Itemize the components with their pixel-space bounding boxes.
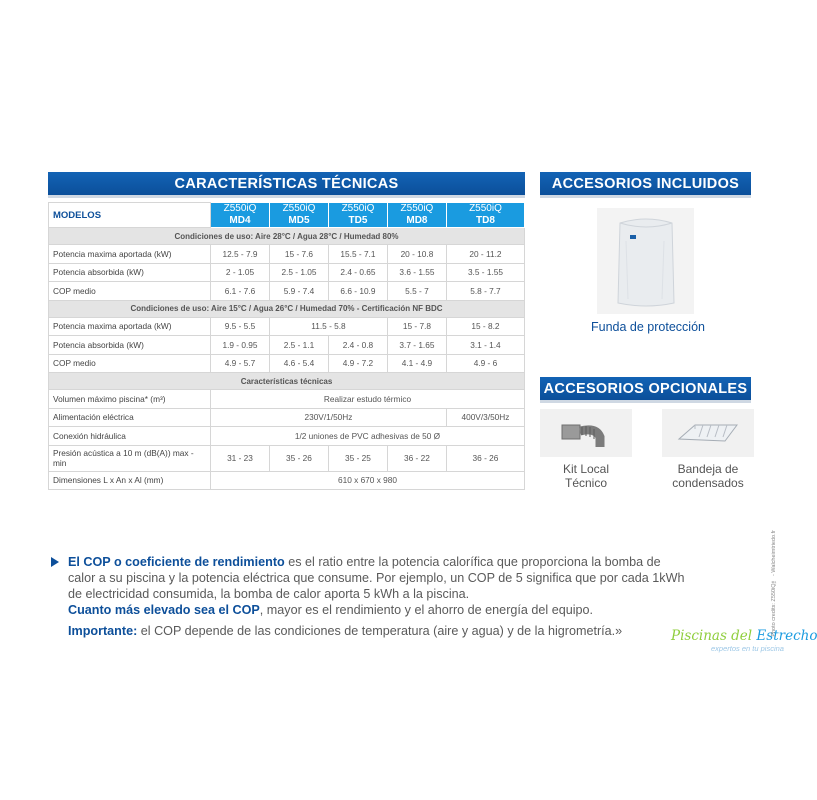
cell: 4.9 - 6 <box>446 354 524 373</box>
condensate-tray-caption: Bandeja de condensados <box>672 462 744 490</box>
spec-table <box>48 202 525 490</box>
row-label: Presión acústica a 10 m (dB(A)) max - min <box>49 445 211 471</box>
row-label: Potencia absorbida (kW) <box>49 336 211 355</box>
cell: 2.4 - 0.65 <box>328 263 387 282</box>
protection-cover-image <box>597 208 694 314</box>
cop-higher-text: Cuanto más elevado sea el COP, mayor es el rendimiento y el ahorro de energía del equipo. <box>68 603 594 617</box>
cell: 1/2 uniones de PVC adhesivas de 50 Ø <box>211 427 525 446</box>
cell: 2.5 - 1.05 <box>269 263 328 282</box>
table-row <box>49 427 525 446</box>
cell: 6.6 - 10.9 <box>328 282 387 301</box>
models-label: MODELOS <box>49 203 211 228</box>
cell: 15 - 7.8 <box>387 317 446 336</box>
cell: 3.1 - 1.4 <box>446 336 524 355</box>
cell: 400V/3/50Hz <box>446 408 524 427</box>
cell: 12.5 - 7.9 <box>211 245 270 264</box>
row-label: Dimensiones L x An x Al (mm) <box>49 471 211 490</box>
protection-cover-caption: Funda de protección <box>591 320 705 334</box>
row-label: COP medio <box>49 354 211 373</box>
cell: 2 - 1.05 <box>211 263 270 282</box>
cop-definition-text: El COP o coeficiente de rendimiento es el ratio entre la potencia calorífica que proporciona la bomba de calor a su piscina y la potencia eléctrica que consume. Por ejemplo, un COP de 5 significa que por cada 1kWh de electricidad consumida, la bomba de calor aporta 5 kWh a la piscina. <box>68 555 685 601</box>
cell: 35 - 25 <box>328 445 387 471</box>
table-row <box>49 354 525 373</box>
cell: 35 - 26 <box>269 445 328 471</box>
model-td8: Z550iQ TD8 <box>446 203 524 228</box>
local-kit-image <box>540 409 632 457</box>
row-label: Alimentación eléctrica <box>49 408 211 427</box>
cell: 15 - 8.2 <box>446 317 524 336</box>
cell: 2.4 - 0.8 <box>328 336 387 355</box>
bullet-arrow-icon <box>51 557 59 567</box>
optional-accessories-title: ACCESORIOS OPCIONALES <box>540 377 751 403</box>
included-accessories-title: ACCESORIOS INCLUIDOS <box>540 172 751 198</box>
table-row <box>49 336 525 355</box>
cell: 20 - 10.8 <box>387 245 446 264</box>
condition-row <box>49 228 525 245</box>
condition-row <box>49 373 525 390</box>
model-md4: Z550iQ MD4 <box>211 203 270 228</box>
table-row <box>49 390 525 409</box>
table-row <box>49 408 525 427</box>
cell: 1.9 - 0.95 <box>211 336 270 355</box>
cell: 31 - 23 <box>211 445 270 471</box>
cell: 6.1 - 7.6 <box>211 282 270 301</box>
table-row <box>49 282 525 301</box>
models-header-row <box>49 203 525 228</box>
row-label: Potencia absorbida (kW) <box>49 263 211 282</box>
condensate-tray-image <box>662 409 754 457</box>
cell: 4.1 - 4.9 <box>387 354 446 373</box>
cell: 5.8 - 7.7 <box>446 282 524 301</box>
photo-credits: Photo credits: Z550iQ™ - Walcheimtriedo.fr <box>771 530 777 637</box>
model-md5: Z550iQ MD5 <box>269 203 328 228</box>
cell: 4.6 - 5.4 <box>269 354 328 373</box>
row-label: COP medio <box>49 282 211 301</box>
row-label: Potencia maxima aportada (kW) <box>49 317 211 336</box>
cell: 36 - 26 <box>446 445 524 471</box>
tech-header: Características técnicas <box>49 373 525 390</box>
cell: 15 - 7.6 <box>269 245 328 264</box>
row-label: Conexión hidráulica <box>49 427 211 446</box>
tray-icon <box>673 415 743 451</box>
protection-cover-icon <box>606 211 686 311</box>
table-row <box>49 263 525 282</box>
local-kit-caption: Kit Local Técnico <box>562 462 610 490</box>
cell: 4.9 - 5.7 <box>211 354 270 373</box>
condition-2: Condiciones de uso: Aire 15°C / Agua 26°C / Humedad 70% - Certificación NF BDC <box>49 300 525 317</box>
table-row <box>49 245 525 264</box>
condition-row <box>49 300 525 317</box>
cell: 3.6 - 1.55 <box>387 263 446 282</box>
table-row <box>49 445 525 471</box>
hose-kit-icon <box>556 413 616 453</box>
cell: 3.5 - 1.55 <box>446 263 524 282</box>
cell: 15.5 - 7.1 <box>328 245 387 264</box>
cell: 11.5 - 5.8 <box>269 317 387 336</box>
cell: 4.9 - 7.2 <box>328 354 387 373</box>
row-label: Volumen máximo piscina* (m³) <box>49 390 211 409</box>
table-row <box>49 471 525 490</box>
cell: 5.9 - 7.4 <box>269 282 328 301</box>
brand-logo: Piscinas del Estrecho expertos en tu piscina <box>671 628 817 653</box>
cell: 5.5 - 7 <box>387 282 446 301</box>
cell: Realizar estudo térmico <box>211 390 525 409</box>
table-row <box>49 317 525 336</box>
cell: 3.7 - 1.65 <box>387 336 446 355</box>
spec-section-title: CARACTERÍSTICAS TÉCNICAS <box>48 172 525 198</box>
cell: 610 x 670 x 980 <box>211 471 525 490</box>
cell: 36 - 22 <box>387 445 446 471</box>
cell: 2.5 - 1.1 <box>269 336 328 355</box>
model-td5: Z550iQ TD5 <box>328 203 387 228</box>
model-md8: Z550iQ MD8 <box>387 203 446 228</box>
row-label: Potencia maxima aportada (kW) <box>49 245 211 264</box>
cell: 20 - 11.2 <box>446 245 524 264</box>
cop-important-text: Importante: el COP depende de las condiciones de temperatura (aire y agua) y de la higrometría.» <box>68 624 623 638</box>
cell: 9.5 - 5.5 <box>211 317 270 336</box>
condition-1: Condiciones de uso: Aire 28°C / Agua 28°C / Humedad 80% <box>49 228 525 245</box>
cell: 230V/1/50Hz <box>211 408 447 427</box>
